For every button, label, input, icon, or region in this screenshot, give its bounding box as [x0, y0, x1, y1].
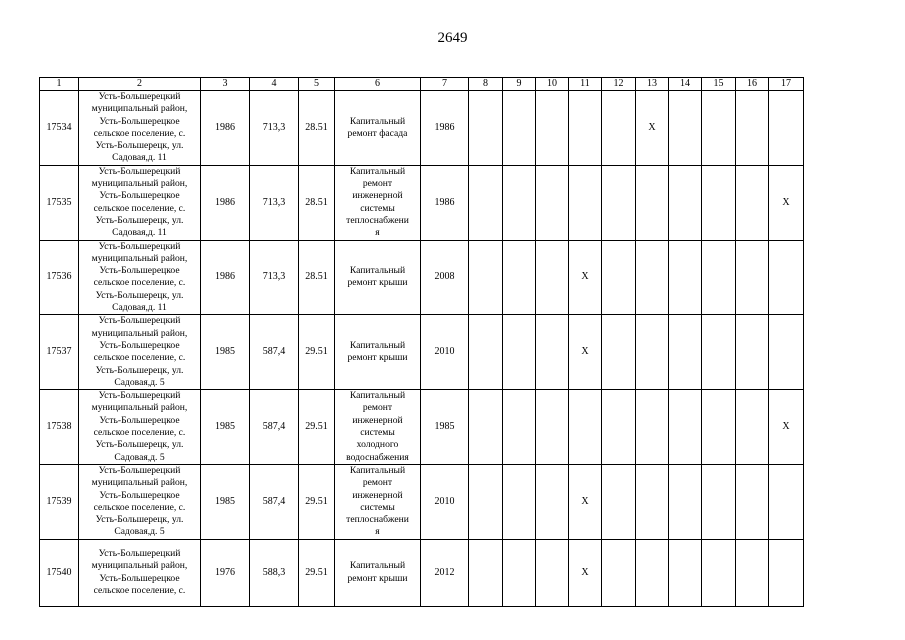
mark-col-13 — [636, 315, 669, 390]
work-type-cell — [335, 165, 421, 240]
total-area: 588,3 — [250, 539, 299, 606]
address-cell-line: Усть-Большерецкий — [98, 91, 181, 102]
address-cell-line: Садовая,д. 5 — [114, 526, 165, 538]
address-cell-line: Усть-Большерецк, ул. — [95, 289, 184, 301]
address-cell-line: сельское поселение, с. — [93, 352, 186, 364]
work-type-cell-line: Капитальный — [349, 464, 406, 476]
mark-col-14 — [669, 464, 702, 539]
mark-col-15 — [702, 464, 736, 539]
mark-col-9 — [503, 464, 536, 539]
work-type-cell-line: системы — [360, 501, 395, 513]
mark-col-16 — [736, 240, 769, 315]
work-year: 1986 — [421, 91, 469, 166]
work-type-cell-line: теплоснабжени — [346, 214, 409, 226]
mark-col-14 — [669, 165, 702, 240]
total-area: 713,3 — [250, 165, 299, 240]
mark-col-14 — [669, 539, 702, 606]
table-row — [40, 464, 804, 539]
mark-col-10 — [536, 390, 569, 465]
address-cell-line: Усть-Большерецкое — [99, 339, 180, 351]
work-type-cell-line: Капитальный — [349, 339, 406, 351]
address-cell-line: Садовая,д. 11 — [112, 227, 167, 239]
work-type-cell-line: инженерной — [352, 489, 403, 501]
address-cell-line: Садовая,д. 5 — [114, 451, 165, 463]
wear-value: 28.51 — [299, 165, 335, 240]
year-built: 1986 — [201, 165, 250, 240]
mark-col-11: X — [569, 539, 602, 606]
column-number-5: 5 — [299, 78, 335, 91]
mark-col-8 — [469, 390, 503, 465]
record-id: 17538 — [40, 390, 79, 465]
mark-col-11: X — [569, 315, 602, 390]
mark-col-14 — [669, 240, 702, 315]
column-number-1: 1 — [40, 78, 79, 91]
address-cell-line: Усть-Большерецкий — [98, 548, 181, 560]
mark-col-11 — [569, 91, 602, 166]
work-type-cell-line: Капитальный — [349, 165, 406, 177]
address-cell — [79, 91, 201, 166]
work-type-cell-line: я — [375, 526, 380, 538]
address-cell-line: Усть-Большерецкое — [99, 265, 180, 277]
mark-col-13: X — [636, 91, 669, 166]
address-cell-line: Усть-Большерецк, ул. — [95, 439, 184, 451]
column-number-row — [40, 78, 804, 91]
column-number-2: 2 — [79, 78, 201, 91]
wear-value: 28.51 — [299, 240, 335, 315]
mark-col-16 — [736, 390, 769, 465]
address-cell-line: муниципальный район, — [91, 402, 188, 414]
table-row — [40, 240, 804, 315]
repair-registry-table — [39, 77, 804, 607]
address-cell — [79, 165, 201, 240]
mark-col-9 — [503, 91, 536, 166]
work-type-cell — [335, 315, 421, 390]
mark-col-15 — [702, 390, 736, 465]
address-cell-line: Усть-Большерецк, ул. — [95, 364, 184, 376]
work-type-cell-line: системы — [360, 202, 395, 214]
registry-body — [40, 78, 804, 607]
mark-col-17: X — [769, 165, 804, 240]
total-area: 587,4 — [250, 464, 299, 539]
work-type-cell-line: ремонт фасада — [347, 127, 408, 139]
work-type-cell-line: ремонт — [362, 477, 393, 489]
work-type-cell-line: ремонт крыши — [347, 352, 408, 364]
address-cell-line: сельское поселение, с. — [93, 277, 186, 289]
address-cell-line: муниципальный район, — [91, 252, 188, 264]
mark-col-8 — [469, 539, 503, 606]
mark-col-14 — [669, 315, 702, 390]
work-year: 1986 — [421, 165, 469, 240]
work-type-cell-line: Капитальный — [349, 390, 406, 402]
address-cell-line: сельское поселение, с. — [93, 202, 186, 214]
table-row — [40, 91, 804, 166]
address-cell-line: Садовая,д. 11 — [112, 302, 167, 314]
work-type-cell-line: ремонт — [362, 402, 393, 414]
mark-col-12 — [602, 539, 636, 606]
address-cell-line: Усть-Большерецкое — [99, 572, 180, 584]
mark-col-13 — [636, 464, 669, 539]
total-area: 587,4 — [250, 390, 299, 465]
work-type-cell-line: Капитальный — [349, 115, 406, 127]
work-type-cell-line: инженерной — [352, 190, 403, 202]
column-number-10: 10 — [536, 78, 569, 91]
mark-col-9 — [503, 539, 536, 606]
work-year: 1985 — [421, 390, 469, 465]
address-cell-line: Усть-Большерецкое — [99, 115, 180, 127]
work-type-cell-line: я — [375, 227, 380, 239]
work-type-cell — [335, 240, 421, 315]
address-cell-line: сельское поселение, с. — [93, 127, 186, 139]
address-cell — [79, 240, 201, 315]
work-type-cell-line: Капитальный — [349, 265, 406, 277]
work-type-cell-line: ремонт — [362, 178, 393, 190]
wear-value: 29.51 — [299, 390, 335, 465]
mark-col-10 — [536, 240, 569, 315]
address-cell-line: Садовая,д. 11 — [112, 152, 167, 164]
work-year: 2010 — [421, 464, 469, 539]
mark-col-15 — [702, 165, 736, 240]
column-number-7: 7 — [421, 78, 469, 91]
mark-col-10 — [536, 91, 569, 166]
column-number-15: 15 — [702, 78, 736, 91]
work-type-cell — [335, 390, 421, 465]
record-id: 17539 — [40, 464, 79, 539]
mark-col-10 — [536, 464, 569, 539]
mark-col-16 — [736, 91, 769, 166]
mark-col-16 — [736, 539, 769, 606]
column-number-17: 17 — [769, 78, 804, 91]
mark-col-10 — [536, 315, 569, 390]
work-type-cell-line: Капитальный — [349, 560, 406, 572]
total-area: 587,4 — [250, 315, 299, 390]
mark-col-11: X — [569, 464, 602, 539]
work-type-cell-line: ремонт крыши — [347, 572, 408, 584]
mark-col-8 — [469, 91, 503, 166]
mark-col-16 — [736, 315, 769, 390]
mark-col-14 — [669, 390, 702, 465]
address-cell-line: Усть-Большерецкий — [98, 165, 181, 177]
address-cell-line: Усть-Большерецкое — [99, 190, 180, 202]
mark-col-8 — [469, 315, 503, 390]
address-cell-line: сельское поселение, с. — [93, 584, 186, 596]
address-cell — [79, 390, 201, 465]
table-row — [40, 315, 804, 390]
year-built: 1985 — [201, 464, 250, 539]
mark-col-11 — [569, 390, 602, 465]
table-row — [40, 165, 804, 240]
mark-col-8 — [469, 165, 503, 240]
mark-col-17: X — [769, 390, 804, 465]
total-area: 713,3 — [250, 91, 299, 166]
mark-col-9 — [503, 315, 536, 390]
mark-col-15 — [702, 240, 736, 315]
address-cell-line: сельское поселение, с. — [93, 427, 186, 439]
table-row — [40, 390, 804, 465]
wear-value: 29.51 — [299, 464, 335, 539]
work-type-cell — [335, 539, 421, 606]
column-number-8: 8 — [469, 78, 503, 91]
record-id: 17534 — [40, 91, 79, 166]
record-id: 17536 — [40, 240, 79, 315]
work-type-cell-line: холодного — [356, 439, 399, 451]
address-cell-line: муниципальный район, — [91, 477, 188, 489]
address-cell-line: Усть-Большерецкий — [98, 464, 181, 476]
year-built: 1976 — [201, 539, 250, 606]
mark-col-17 — [769, 91, 804, 166]
work-type-cell-line: ремонт крыши — [347, 277, 408, 289]
work-type-cell-line: водоснабжения — [346, 451, 409, 463]
record-id: 17537 — [40, 315, 79, 390]
table-row — [40, 539, 804, 606]
address-cell-line: Усть-Большерецк, ул. — [95, 214, 184, 226]
mark-col-12 — [602, 390, 636, 465]
mark-col-15 — [702, 539, 736, 606]
mark-col-12 — [602, 240, 636, 315]
mark-col-16 — [736, 165, 769, 240]
total-area: 713,3 — [250, 240, 299, 315]
mark-col-15 — [702, 315, 736, 390]
mark-col-13 — [636, 165, 669, 240]
address-cell-line: муниципальный район, — [91, 103, 188, 115]
mark-col-8 — [469, 464, 503, 539]
work-year: 2008 — [421, 240, 469, 315]
column-number-14: 14 — [669, 78, 702, 91]
address-cell-line: муниципальный район, — [91, 560, 188, 572]
mark-col-13 — [636, 539, 669, 606]
mark-col-12 — [602, 464, 636, 539]
record-id: 17535 — [40, 165, 79, 240]
mark-col-8 — [469, 240, 503, 315]
year-built: 1986 — [201, 91, 250, 166]
work-year: 2012 — [421, 539, 469, 606]
wear-value: 28.51 — [299, 91, 335, 166]
address-cell-line: Усть-Большерецкий — [98, 315, 181, 327]
address-cell-line: муниципальный район, — [91, 327, 188, 339]
address-cell — [79, 315, 201, 390]
address-cell-line: сельское поселение, с. — [93, 501, 186, 513]
mark-col-9 — [503, 165, 536, 240]
year-built: 1985 — [201, 315, 250, 390]
address-cell — [79, 464, 201, 539]
column-number-9: 9 — [503, 78, 536, 91]
mark-col-14 — [669, 91, 702, 166]
address-cell — [79, 539, 201, 606]
mark-col-12 — [602, 315, 636, 390]
address-cell-line: Усть-Большерецк, ул. — [95, 514, 184, 526]
mark-col-10 — [536, 165, 569, 240]
address-cell-line: муниципальный район, — [91, 178, 188, 190]
address-cell-line: Усть-Большерецкий — [98, 240, 181, 252]
mark-col-17 — [769, 464, 804, 539]
address-cell-line: Усть-Большерецкое — [99, 489, 180, 501]
column-number-6: 6 — [335, 78, 421, 91]
mark-col-15 — [702, 91, 736, 166]
address-cell-line: Садовая,д. 5 — [114, 376, 165, 388]
address-cell-line: Усть-Большерецкое — [99, 414, 180, 426]
mark-col-17 — [769, 240, 804, 315]
year-built: 1986 — [201, 240, 250, 315]
column-number-11: 11 — [569, 78, 602, 91]
mark-col-13 — [636, 240, 669, 315]
wear-value: 29.51 — [299, 315, 335, 390]
mark-col-12 — [602, 165, 636, 240]
mark-col-9 — [503, 390, 536, 465]
work-type-cell — [335, 91, 421, 166]
mark-col-9 — [503, 240, 536, 315]
column-number-12: 12 — [602, 78, 636, 91]
mark-col-11: X — [569, 240, 602, 315]
work-year: 2010 — [421, 315, 469, 390]
mark-col-12 — [602, 91, 636, 166]
address-cell-line: Усть-Большерецкий — [98, 390, 181, 402]
work-type-cell-line: инженерной — [352, 414, 403, 426]
column-number-3: 3 — [201, 78, 250, 91]
address-cell-line: Усть-Большерецк, ул. — [95, 140, 184, 152]
column-number-16: 16 — [736, 78, 769, 91]
mark-col-11 — [569, 165, 602, 240]
mark-col-17 — [769, 539, 804, 606]
year-built: 1985 — [201, 390, 250, 465]
work-type-cell-line: системы — [360, 427, 395, 439]
column-number-4: 4 — [250, 78, 299, 91]
work-type-cell — [335, 464, 421, 539]
column-number-13: 13 — [636, 78, 669, 91]
record-id: 17540 — [40, 539, 79, 606]
mark-col-13 — [636, 390, 669, 465]
work-type-cell-line: теплоснабжени — [346, 514, 409, 526]
page-number: 2649 — [437, 30, 468, 46]
mark-col-16 — [736, 464, 769, 539]
mark-col-17 — [769, 315, 804, 390]
wear-value: 29.51 — [299, 539, 335, 606]
mark-col-10 — [536, 539, 569, 606]
